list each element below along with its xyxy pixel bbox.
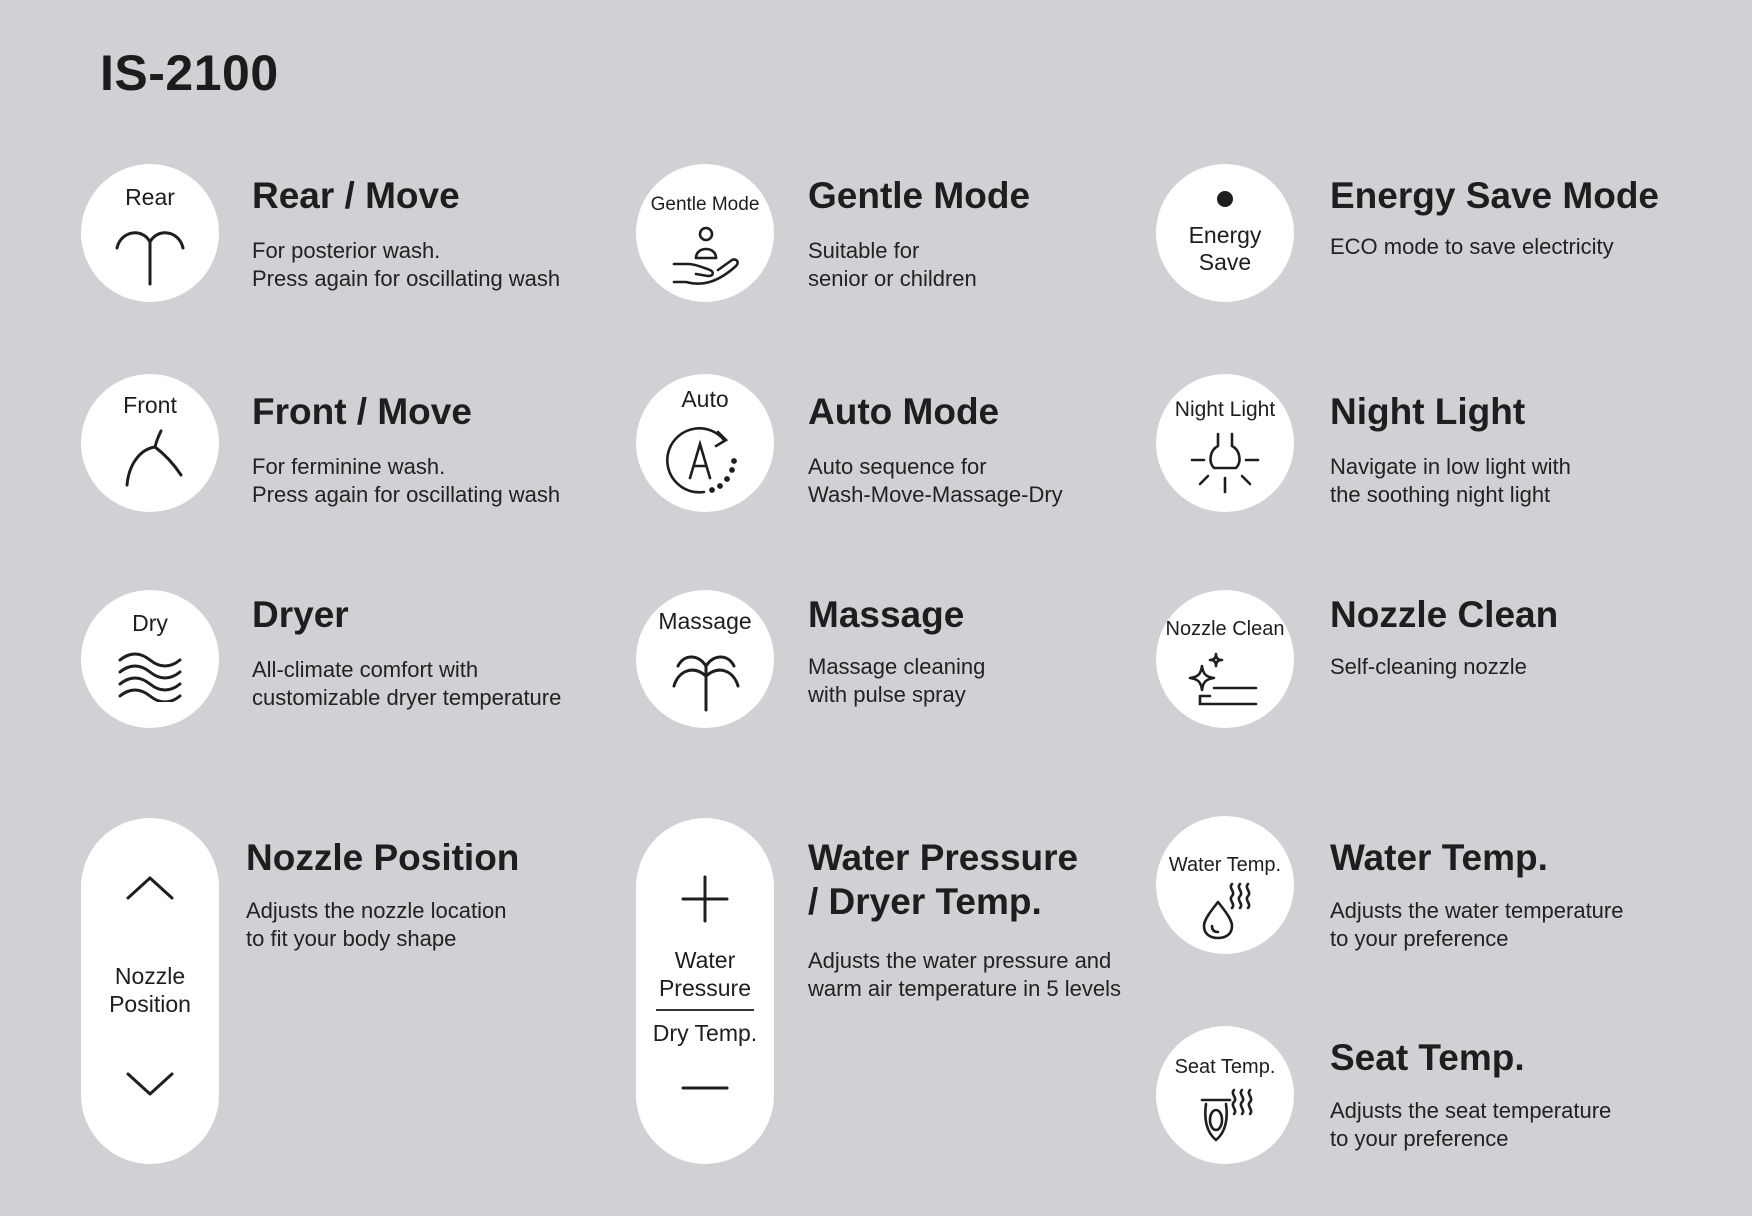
- nozzle-position-label: Nozzle Position: [109, 963, 191, 1017]
- massage-fountain-icon: [670, 650, 742, 712]
- massage-button[interactable]: [636, 590, 774, 728]
- water-pressure-divider: [656, 1009, 754, 1011]
- seat-temp-desc: Adjusts the seat temperature to your preference: [1330, 1098, 1612, 1151]
- front-desc: For ferminine wash. Press again for oscillating wash: [252, 454, 561, 507]
- front-wash-icon: [121, 429, 185, 489]
- massage-title: Massage: [808, 594, 965, 635]
- dryer-waves-icon: [117, 652, 183, 702]
- water-temp-desc: Adjusts the water temperature to your preference: [1330, 898, 1624, 951]
- nozzle-clean-button[interactable]: [1156, 590, 1294, 728]
- dryer-button[interactable]: [81, 590, 219, 728]
- night-light-button-label: Night Light: [1174, 398, 1276, 421]
- rear-desc: For posterior wash. Press again for oscillating wash: [252, 238, 561, 291]
- dry-temp-label: Dry Temp.: [652, 1020, 758, 1046]
- massage-button-label: Massage: [658, 608, 752, 634]
- night-light-desc: Navigate in low light with the soothing night light: [1330, 454, 1571, 507]
- dryer-desc: All-climate comfort with customizable dryer temperature: [252, 657, 562, 710]
- nozzle-clean-sparkle-icon: [1186, 650, 1258, 708]
- energy-save-desc: ECO mode to save electricity: [1330, 234, 1614, 259]
- night-light-button[interactable]: [1156, 374, 1294, 512]
- rear-wash-icon: [113, 222, 187, 288]
- chevron-down-icon[interactable]: [125, 1070, 175, 1098]
- water-pressure-desc: Adjusts the water pressure and warm air temperature in 5 levels: [808, 948, 1122, 1001]
- auto-mode-button[interactable]: [636, 374, 774, 512]
- gentle-mode-button[interactable]: [636, 164, 774, 302]
- night-light-bulb-icon: [1190, 432, 1260, 496]
- energy-save-button-label: Energy Save: [1188, 222, 1262, 275]
- auto-cycle-icon: [666, 424, 746, 496]
- chevron-up-icon[interactable]: [125, 874, 175, 902]
- night-light-title: Night Light: [1330, 391, 1526, 432]
- nozzle-position-desc: Adjusts the nozzle location to fit your body shape: [246, 898, 507, 951]
- seat-temp-button[interactable]: [1156, 1026, 1294, 1164]
- nozzle-clean-button-label: Nozzle Clean: [1165, 618, 1285, 640]
- massage-desc: Massage cleaning with pulse spray: [808, 654, 986, 707]
- gentle-hand-person-icon: [670, 226, 742, 288]
- energy-dot-icon: [1216, 190, 1234, 208]
- front-button-label: Front: [123, 392, 177, 418]
- auto-mode-button-label: Auto: [681, 386, 729, 412]
- water-temp-button[interactable]: [1156, 816, 1294, 954]
- dryer-button-label: Dry: [132, 610, 168, 636]
- gentle-mode-button-label: Gentle Mode: [650, 194, 760, 215]
- dryer-title: Dryer: [252, 594, 349, 635]
- rear-button[interactable]: [81, 164, 219, 302]
- seat-temp-icon: [1200, 1088, 1254, 1144]
- water-temp-title: Water Temp.: [1330, 837, 1548, 878]
- model-title: IS-2100: [100, 45, 279, 101]
- water-temp-drop-icon: [1202, 882, 1252, 940]
- minus-icon[interactable]: [680, 1084, 730, 1092]
- auto-mode-desc: Auto sequence for Wash-Move-Massage-Dry: [808, 454, 1063, 507]
- seat-temp-title: Seat Temp.: [1330, 1037, 1525, 1078]
- energy-save-button[interactable]: [1156, 164, 1294, 302]
- water-temp-button-label: Water Temp.: [1168, 854, 1282, 876]
- nozzle-clean-desc: Self-cleaning nozzle: [1330, 654, 1527, 679]
- nozzle-clean-title: Nozzle Clean: [1330, 594, 1559, 635]
- nozzle-position-control: [81, 818, 219, 1164]
- water-pressure-title: Water Pressure / Dryer Temp.: [808, 837, 1079, 923]
- plus-icon[interactable]: [680, 874, 730, 924]
- auto-mode-title: Auto Mode: [808, 391, 1000, 432]
- rear-button-label: Rear: [125, 184, 175, 210]
- gentle-mode-title: Gentle Mode: [808, 175, 1031, 216]
- seat-temp-button-label: Seat Temp.: [1174, 1056, 1276, 1078]
- rear-title: Rear / Move: [252, 175, 460, 216]
- gentle-mode-desc: Suitable for senior or children: [808, 238, 977, 291]
- nozzle-position-title: Nozzle Position: [246, 837, 520, 878]
- water-pressure-label: Water Pressure: [658, 947, 752, 1001]
- energy-save-title: Energy Save Mode: [1330, 175, 1660, 216]
- front-title: Front / Move: [252, 391, 472, 432]
- water-pressure-control: [636, 818, 774, 1164]
- front-button[interactable]: [81, 374, 219, 512]
